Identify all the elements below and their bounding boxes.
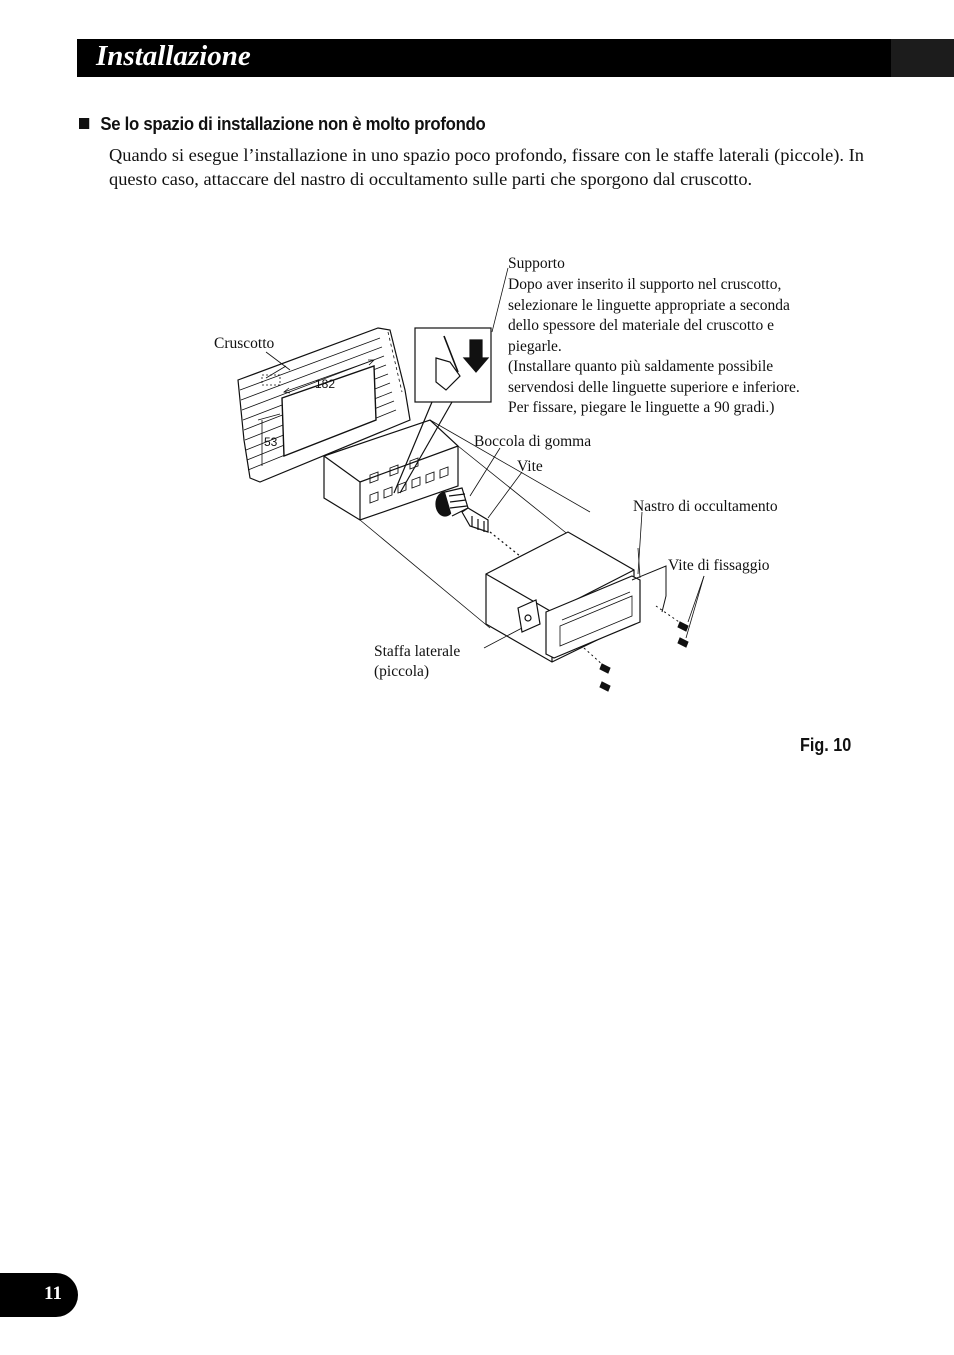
label-staffa-line-1: Staffa laterale [374,643,461,660]
page-number: 11 [44,1283,62,1304]
section-heading [79,114,485,135]
label-nastro: Nastro di occultamento [633,498,778,515]
figure-caption: Fig. 10 [800,735,852,755]
page-title: Installazione [96,40,251,72]
label-staffa-line-2: (piccola) [374,663,430,680]
screw [462,508,520,556]
label-supporto-line-6: servendosi delle linguette superiore e inferiore. [508,378,800,396]
header-tab [891,39,954,77]
label-supporto-line-2: selezionare le linguette appropriate a seconda [508,296,790,314]
label-supporto-line-5: (Installare quanto più saldamente possibile [508,358,774,375]
section-heading-text: Se lo spazio di installazione non è molto profondo [100,114,486,134]
label-boccola: Boccola di gomma [474,433,592,450]
label-dimension-width: 182 [315,377,336,391]
body-paragraph: Quando si esegue l’installazione in uno spazio poco profondo, fissare con le staffe laterali (piccole). In questo caso, attaccare del nastro di occultamento sulle parti che sporgono dal cruscotto. [109,145,864,189]
label-supporto-line-3: dello spessore del materiale del cruscotto e [508,317,774,334]
label-supporto-line-1: Dopo aver inserito il supporto nel cruscotto, [508,276,782,293]
label-cruscotto: Cruscotto [214,335,275,352]
square-bullet-icon [79,118,89,129]
page-number-tab [0,1273,78,1317]
label-supporto-title: Supporto [508,255,565,272]
label-dimension-height: 53 [264,435,278,449]
label-vite-fissaggio: Vite di fissaggio [668,557,770,574]
label-vite: Vite [517,458,543,475]
label-supporto-line-4: piegarle. [508,337,562,355]
installation-figure [200,250,880,710]
label-supporto-line-7: Per fissare, piegare le linguette a 90 gradi.) [508,399,775,416]
